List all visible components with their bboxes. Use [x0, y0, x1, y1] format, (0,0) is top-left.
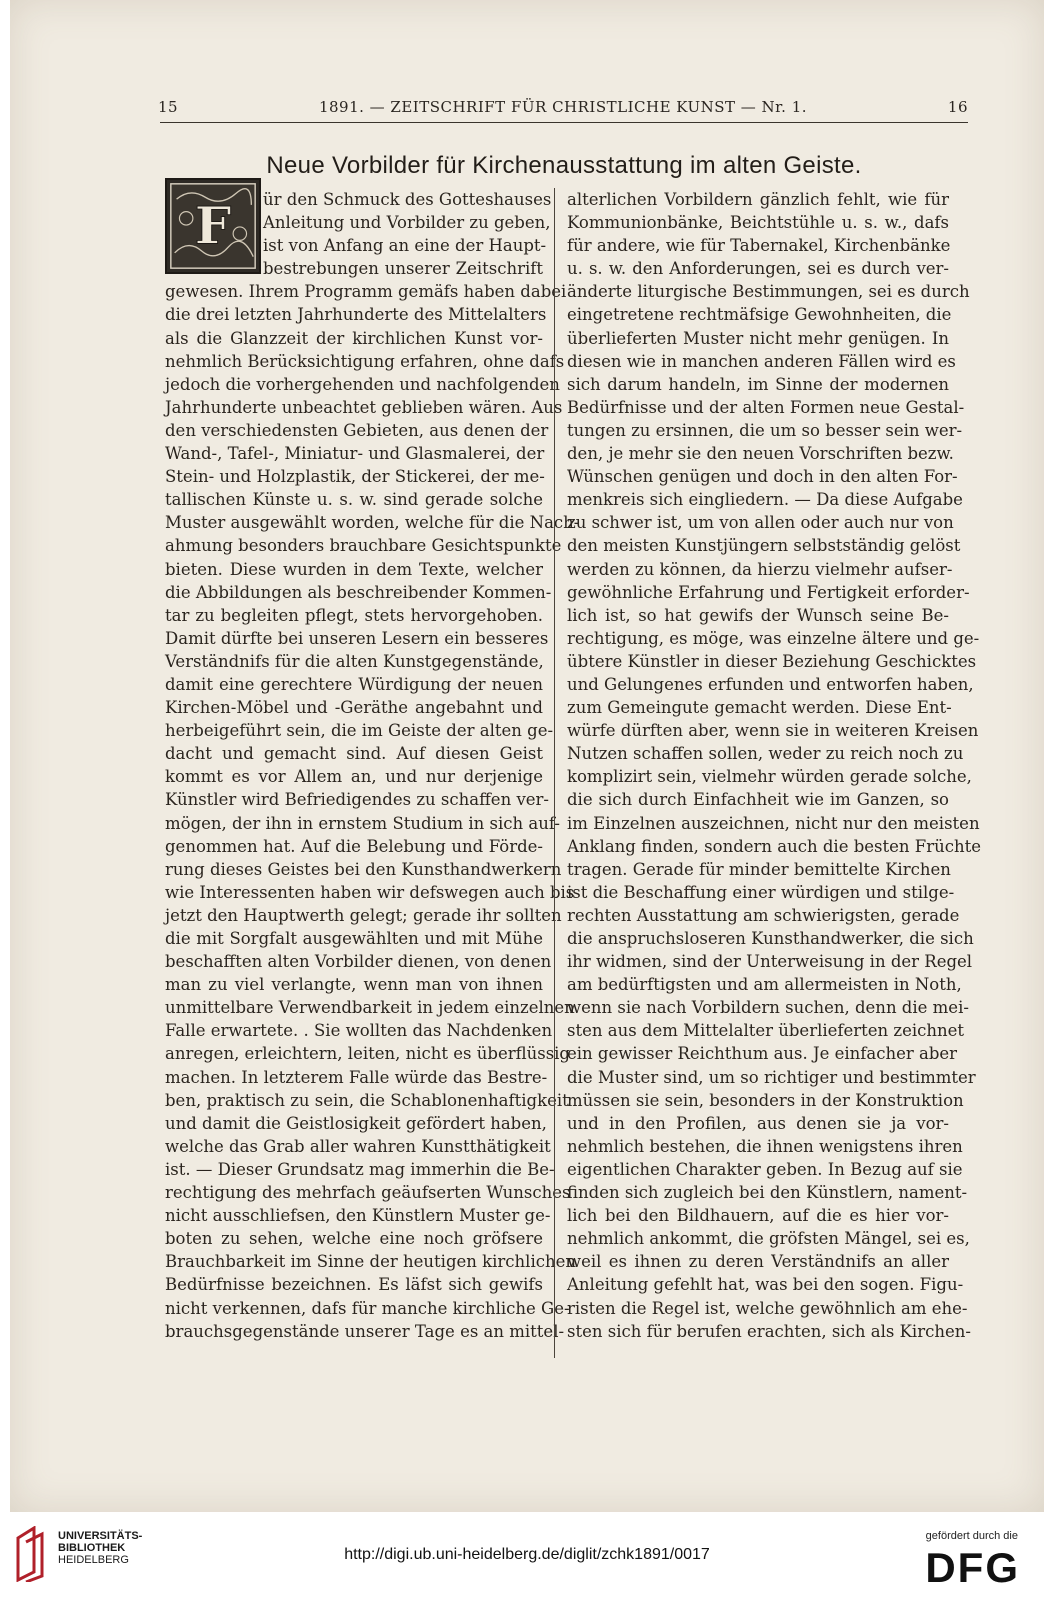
- text-line: Stein- und Holzplastik, der Stickerei, der me-: [165, 467, 545, 487]
- text-line: zum Gemeingute gemacht werden. Diese Ent-: [567, 698, 952, 718]
- text-line: zu schwer ist, um von allen oder auch nur von: [567, 513, 954, 533]
- university-library-name: UNIVERSITÄTS- BIBLIOTHEK HEIDELBERG: [58, 1530, 143, 1566]
- text-line: den, je mehr sie den neuen Vorschriften bezw.: [567, 444, 954, 464]
- text-line: bestrebungen unserer Zeitschrift: [263, 259, 543, 279]
- text-line: gewöhnliche Erfahrung und Fertigkeit erforder-: [567, 582, 970, 602]
- text-line: im Einzelnen auszeichnen, nicht nur den meisten: [567, 813, 980, 833]
- text-line: Falle erwartete. . Sie wollten das Nachdenken: [165, 1021, 553, 1041]
- text-line: lich ist, so hat gewifs der Wunsch seine Be-: [567, 605, 949, 625]
- text-line: überlieferten Muster nicht mehr genügen. In: [567, 328, 949, 348]
- text-line: Wünschen genügen und doch in den alten For-: [567, 467, 958, 487]
- text-line: nehmlich Berücksichtigung erfahren, ohne dafs: [165, 351, 565, 371]
- text-line: diesen wie in manchen anderen Fällen wird es: [567, 351, 956, 371]
- text-line: tallischen Künste u. s. w. sind gerade solche: [165, 490, 543, 510]
- text-line: nehmlich ankommt, die gröfsten Mängel, sei es,: [567, 1229, 970, 1249]
- text-line: menkreis sich eingliedern. — Da diese Aufgabe: [567, 490, 963, 510]
- text-line: Anklang finden, sondern auch die besten Früchte: [567, 836, 981, 856]
- text-line: ein gewisser Reichthum aus. Je einfacher aber: [567, 1044, 958, 1064]
- text-line: ahmung besonders brauchbare Gesichtspunkte: [165, 536, 562, 556]
- text-line: tungen zu ersinnen, die um so besser sein wer-: [567, 420, 963, 440]
- text-line: für andere, wie für Tabernakel, Kirchenbänke: [567, 236, 951, 256]
- text-line: die Muster sind, um so richtiger und bestimmter: [567, 1067, 976, 1087]
- text-line: die anspruchsloseren Kunsthandwerker, die sich: [567, 929, 974, 948]
- text-line: Verständnifs für die alten Kunstgegenstände,: [165, 651, 544, 671]
- text-line: rung dieses Geistes bei den Kunsthandwerkern: [165, 859, 562, 879]
- text-line: den verschiedensten Gebieten, aus denen der: [165, 420, 549, 440]
- text-line: am bedürftigsten und am allermeisten in Noth,: [567, 975, 962, 995]
- text-line: die sich durch Einfachheit wie im Ganzen, so: [567, 790, 949, 810]
- text-line: die mit Sorgfalt ausgewählten und mit Mühe: [165, 929, 543, 948]
- text-line: werden zu können, da hierzu vielmehr aufser-: [567, 559, 953, 579]
- text-line: beschafften alten Vorbilder dienen, von denen: [165, 952, 552, 972]
- text-line: tar zu begleiten pflegt, stets hervorgehoben.: [165, 605, 543, 625]
- text-line: ür den Schmuck des Gotteshauses: [263, 190, 552, 209]
- text-line: wenn sie nach Vorbildern suchen, denn die mei-: [567, 998, 969, 1018]
- text-line: brauchsgegenstände unserer Tage es an mittel-: [165, 1321, 565, 1341]
- text-line: jedoch die vorhergehenden und nachfolgenden: [165, 374, 560, 394]
- text-line: übtere Künstler in dieser Beziehung Geschicktes: [567, 651, 977, 671]
- sponsor-label: gefördert durch die: [925, 1530, 1018, 1542]
- text-line: ist von Anfang an eine der Haupt-: [263, 236, 547, 256]
- text-line: lich bei den Bildhauern, auf die es hier vor-: [567, 1206, 949, 1226]
- text-line: u. s. w. den Anforderungen, sei es durch ver-: [567, 259, 949, 279]
- text-line: alterlichen Vorbildern gänzlich fehlt, wie für: [567, 190, 949, 209]
- text-line: eingetretene rechtmäfsige Gewohnheiten, die: [567, 305, 952, 325]
- text-line: Damit dürfte bei unseren Lesern ein besseres: [165, 628, 549, 648]
- text-line: finden sich zugleich bei den Künstlern, nament-: [567, 1183, 968, 1203]
- text-line: weil es ihnen zu deren Verständnifs an aller: [567, 1252, 949, 1272]
- text-line: mögen, der ihn in ernstem Studium in sich auf-: [165, 813, 560, 833]
- text-line: Kirchen-Möbel und -Geräthe angebahnt und: [165, 698, 543, 718]
- article-title: Neue Vorbilder für Kirchenausstattung im alten Geiste.: [266, 152, 862, 179]
- text-line: müssen sie sein, besonders in der Konstruktion: [567, 1090, 964, 1110]
- text-line: welche das Grab aller wahren Kunstthätigkeit: [165, 1136, 551, 1156]
- text-line: boten zu sehen, welche eine noch gröfsere: [165, 1229, 543, 1249]
- text-line: genommen hat. Auf die Belebung und Förde-: [165, 836, 543, 856]
- text-line: sich darum handeln, im Sinne der modernen: [567, 374, 949, 394]
- page-number-right: 16: [947, 98, 968, 116]
- text-line: Wand-, Tafel-, Miniatur- und Glasmalerei, der: [165, 444, 545, 464]
- text-line: risten die Regel ist, welche gewöhnlich am ehe-: [567, 1298, 968, 1318]
- text-line: kommt es vor Allem an, und nur derjenige: [165, 767, 543, 787]
- column-divider: [554, 188, 555, 1358]
- text-line: rechtigung des mehrfach geäufserten Wunsches: [165, 1183, 571, 1203]
- text-line: herbeigeführt sein, die im Geiste der alten ge-: [165, 721, 554, 741]
- text-line: als die Glanzzeit der kirchlichen Kunst vor-: [165, 328, 543, 348]
- text-line: Jahrhunderte unbeachtet geblieben wären. Aus: [165, 397, 563, 417]
- header-rule: [160, 122, 968, 123]
- text-line: und in den Profilen, aus denen sie ja vor-: [567, 1113, 949, 1133]
- dfg-logo: DFG: [925, 1544, 1020, 1591]
- journal-header-title: 1891. — ZEITSCHRIFT FÜR CHRISTLICHE KUNST — Nr. 1.: [318, 98, 808, 116]
- text-line: nehmlich bestehen, die ihnen wenigstens ihren: [567, 1136, 963, 1156]
- text-line: die Abbildungen als beschreibender Kommen-: [165, 582, 552, 602]
- text-line: damit eine gerechtere Würdigung der neuen: [165, 674, 543, 694]
- text-line: änderte liturgische Bestimmungen, sei es durch: [567, 282, 970, 302]
- text-column-right: [567, 188, 981, 1343]
- text-line: anregen, erleichtern, leiten, nicht es überflüssig: [165, 1044, 570, 1064]
- digitization-footer: [0, 1512, 1054, 1600]
- text-line: würfe dürften aber, wenn sie in weiteren Kreisen: [567, 721, 979, 741]
- text-line: Bedürfnisse und der alten Formen neue Gestal-: [567, 397, 965, 417]
- text-line: den meisten Kunstjüngern selbstständig gelöst: [567, 536, 961, 556]
- text-line: komplizirt sein, vielmehr würden gerade solche,: [567, 767, 972, 787]
- text-line: ist. — Dieser Grundsatz mag immerhin die Be-: [165, 1159, 555, 1179]
- text-line: rechten Ausstattung am schwierigsten, gerade: [567, 905, 960, 925]
- text-line: nicht ausschliefsen, den Künstlern Muster ge-: [165, 1206, 551, 1226]
- text-line: und damit die Geistlosigkeit gefördert haben,: [165, 1113, 547, 1133]
- text-line: Anleitung und Vorbilder zu geben,: [263, 213, 551, 233]
- svg-text:F: F: [194, 195, 232, 257]
- text-line: ihr widmen, sind der Unterweisung in der Regel: [567, 952, 973, 972]
- text-line: Bedürfnisse bezeichnen. Es läfst sich gewifs: [165, 1275, 543, 1295]
- permalink-url[interactable]: http://digi.ub.uni-heidelberg.de/diglit/zchk1891/0017: [344, 1546, 710, 1563]
- text-line: rechtigung, es möge, was einzelne ältere und ge-: [567, 628, 980, 648]
- text-line: gewesen. Ihrem Programm gemäfs haben dabei: [165, 282, 567, 302]
- text-line: ben, praktisch zu sein, die Schablonenhaftigkeit: [165, 1090, 569, 1110]
- text-line: ist die Beschaffung einer würdigen und stilge-: [567, 882, 955, 902]
- text-line: Nutzen schaffen sollen, weder zu reich noch zu: [567, 744, 964, 764]
- text-line: Kommunionbänke, Beichtstühle u. s. w., dafs: [567, 213, 949, 233]
- text-line: tragen. Gerade für minder bemittelte Kirchen: [567, 859, 951, 879]
- text-line: jetzt den Hauptwerth gelegt; gerade ihr sollten: [165, 905, 562, 925]
- running-header: [158, 96, 968, 120]
- text-line: wie Interessenten haben wir defswegen auch bis: [165, 882, 575, 902]
- text-line: eigentlichen Charakter geben. In Bezug auf sie: [567, 1159, 963, 1179]
- text-line: man zu viel verlangte, wenn man von ihnen: [165, 975, 543, 995]
- text-line: nicht verkennen, dafs für manche kirchliche Ge-: [165, 1298, 570, 1318]
- page-number-left: 15: [158, 98, 179, 116]
- text-line: dacht und gemacht sind. Auf diesen Geist: [165, 744, 543, 764]
- text-line: Muster ausgewählt worden, welche für die Nach-: [165, 513, 580, 533]
- text-line: die drei letzten Jahrhunderte des Mittelalters: [165, 305, 547, 325]
- text-line: Künstler wird Befriedigendes zu schaffen ver-: [165, 790, 549, 810]
- text-line: bieten. Diese wurden in dem Texte, welcher: [165, 559, 543, 579]
- text-line: und Gelungenes erfunden und entworfen haben,: [567, 674, 974, 694]
- text-line: unmittelbare Verwendbarkeit in jedem einzelnen: [165, 998, 575, 1018]
- text-line: Brauchbarkeit im Sinne der heutigen kirchlichen: [165, 1252, 576, 1272]
- text-line: machen. In letzterem Falle würde das Bestre-: [165, 1067, 548, 1087]
- text-line: sten aus dem Mittelalter überlieferten zeichnet: [567, 1021, 965, 1041]
- text-column-left: [165, 188, 580, 1343]
- text-line: sten sich für berufen erachten, sich als Kirchen-: [567, 1321, 971, 1341]
- text-line: Anleitung gefehlt hat, was bei den sogen. Figu-: [567, 1275, 964, 1295]
